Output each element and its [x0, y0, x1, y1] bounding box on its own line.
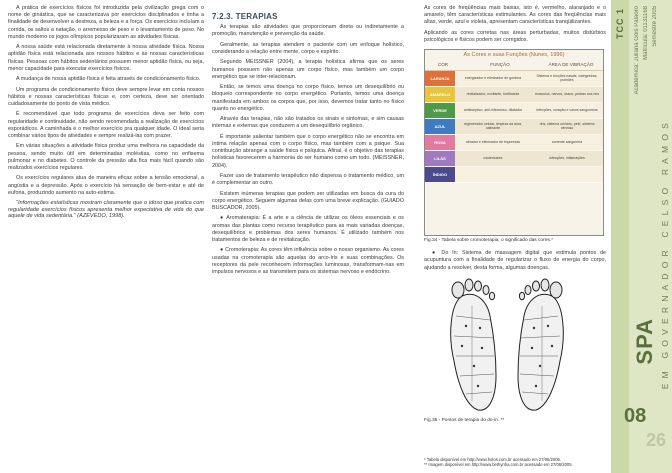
- paragraph: As terapias são atividades que proporcionam direta ou indiretamente a promoção, manutenção e prevenção da saúde.: [212, 24, 404, 38]
- text-column-3: [424, 5, 606, 430]
- color-name: VERDE: [425, 103, 455, 118]
- color-table-row: [425, 87, 603, 103]
- header-area: ÁREA DE VIBRAÇÃO: [548, 62, 594, 68]
- color-function: antisséptico, anti-infeccioso, dilatador: [463, 108, 523, 112]
- color-table-row: [425, 151, 603, 167]
- student-id: Matrícula: 01131168: [643, 6, 649, 60]
- color-function: revitalizador, excitante, fortificante: [466, 92, 520, 96]
- color-function: cauterizador: [483, 156, 503, 160]
- paragraph: Então, se temos uma doença no corpo físico, temos um desequilíbrio ou bloqueio correspondente no corpo energético. Portanto, temos uma doença manifestada em ambos os corpos que, por isso, devemos tratar tanto no físico quanto no energético.: [212, 84, 404, 112]
- figure-caption: Fig.34 - Tabela sobre cromoterapia, o significado das cores.*: [424, 238, 553, 244]
- color-table-row: [425, 167, 603, 183]
- color-area: musculos, nervos, ossos, pedras nos rins: [534, 92, 600, 96]
- color-name: AMARELO: [425, 87, 455, 102]
- paragraph: A prática de exercícios físicos foi introduzida pela civilização grega com o nome de ginástica, que se caracterizava por exercícios disciplinados e tinha a finalidade de desenvolver a destreza, a beleza e a força. Os exercícios incluíam a corrida, os saltos a natação, o arremesso de peso e o levantamento de peso. No mundo moderno os jogos olímpicos popularizaram as atividades físicas.: [8, 5, 204, 40]
- color-table-title: As Cores e suas Funções (Nunes, 1996): [463, 52, 565, 59]
- color-table-figure: [424, 49, 604, 236]
- paragraph: É importante salientar também que o corpo energético não se encontra em íntima relação apenas com o corpo físico, mas também com a psique. Sua contribuição abrange a saúde física e psíquica. Afinal, é o objetivo das terapias holísticas favorecerem a harmonia do ser humano como um todo. (MEISSNER, 2004).: [212, 133, 404, 169]
- color-table-rows: [425, 71, 603, 183]
- color-area: infecções, inflamações: [549, 156, 585, 160]
- student-name: Acadêmica: Juliana Góis Palaoro: [634, 6, 640, 95]
- paragraph: As cores de freqüências mais baixas, isto é, vermelho, alaranjado e o amarelo, têm características estimulantes. As cores das freqüências mais altas, verde, azul e violeta, apresentam características tranqüilizantes.: [424, 5, 606, 26]
- color-table-row: [425, 119, 603, 135]
- sidebar-strip: [611, 0, 629, 473]
- paragraph: Através das terapias, não são tratados os sinais e sintomas, e sim causas internas e externas que conduzem a um desequilíbrio orgânico.: [212, 116, 404, 130]
- project-subtitle: EM GOVERNADOR CELSO RAMOS: [660, 118, 670, 390]
- paragraph: Um programa de condicionamento físico deve sempre levar em conta nossos hábitos e nossas características físicas e, com certeza, deve ser orientado cuidadosamente do ponto de vista médico.: [8, 86, 204, 107]
- header-function: FUNÇÃO: [490, 62, 510, 68]
- text-column-1: [8, 5, 204, 223]
- color-table-row: [425, 135, 603, 151]
- paragraph: Geralmente, as terapias atendem o paciente com um enfoque holístico, considerando a relação entre mente, corpo e espírito.: [212, 41, 404, 55]
- paragraph: Os exercícios regulares atua de maneira eficaz sobre a tensão emocional, a angústia e a depressão. Após o exercício há sensação de bem-estar e até de euforia, produzindo aumento na auto-estima.: [8, 175, 204, 196]
- paragraph: A mudança de nossa aptidão física é feita através de condicionamento físico.: [16, 76, 201, 83]
- color-table-header: [425, 60, 603, 70]
- color-name: AZUL: [425, 119, 455, 134]
- course-label: TCC 1: [615, 8, 625, 40]
- color-function: regenerador celular, limpeza da aura, calmante: [464, 121, 522, 131]
- section-title: 7.2.3. TERAPIAS: [212, 12, 278, 21]
- paragraph: Existem inúmeras terapias que podem ser utilizadas em busca da cura do corpo energético. Seguem algumas delas com uma breve explicação. (GUIADO BUSCADOR, 2005).: [212, 190, 404, 211]
- color-function: energizador e eliminador de gordura: [464, 76, 522, 80]
- color-table-row: [425, 71, 603, 87]
- color-name: LILÁS: [425, 151, 455, 166]
- color-area: corrente sanguínea: [551, 140, 583, 144]
- paragraph: É recomendável que todo programa de exercícios deva ser feito com regularidade e continuidade, não sendo recomendada a realização de exercícios esporádicos. A caminhada é o melhor exercício pra qualquer idade. O ideal seria combinar vários tipos de atividades e sempre realizá-las com prazer.: [8, 111, 204, 139]
- paragraph: A nossa saúde está relacionada diretamente à nossa atividade física. Nossa aptidão física está relacionada aos nossos hábitos e às nossas características físicas. Pessoas com hábitos sedentários possuem menor aptidão física, ou seja, menor capacidade para executar exercícios físicos.: [8, 44, 204, 72]
- header-color: COR: [437, 62, 449, 68]
- footnote: * Tabela disponível em http://www.holos.com.br acessado em 27/06/2005.: [424, 457, 562, 462]
- paragraph: Fazer uso de tratamento terapêutico não dispensa o tratamento médico, um é complementar ao outro.: [212, 172, 404, 187]
- color-area: Sistema e funções nasais, ostegeeiras, pulmões: [536, 73, 598, 83]
- footnotes: [424, 457, 624, 467]
- semester: Semestre 2005: [652, 6, 658, 47]
- color-function: abrador e eliminador de impurezas: [465, 140, 521, 144]
- bullet-aromaterapia: ● Aromaterapia: É a arte e a ciência de utilizar os óleos essenciais e os aromas das plantas como recurso terapêutico para as mais variadas doenças, desequilíbrios e problemas dos seres humanos. É utilizado também nos tratamentos de beleza e de revitalização.: [212, 215, 404, 243]
- paragraph: Aplicando as cores corretas nas áreas perturbadas, muitos distúrbios psicológicos e físicos podem ser corrigidos.: [424, 29, 606, 43]
- color-table-row: [425, 103, 603, 119]
- paragraph: Segundo MEISSNER (2004), a terapia holística afirma que os seres humanos possuem não apenas um corpo físico, mas também um corpo energético que se inter-relacionam.: [212, 59, 404, 80]
- quote: "Informações estatísticas mostram claramente que o idoso que pratica com regularidade exercícios físicos apresenta melhor expectativa de vida do que aquele de vida sedentária." (AZEVEDO, 1998).: [8, 200, 204, 220]
- paragraph: Em várias situações a atividade física produz uma melhora na capacidade da pessoa, sendo muito útil em determinadas moléstias, como no enfisema pulmonar e no diabetes. O controle da pressão alta fica mais fácil quando são realizados exercícios regulares.: [8, 143, 204, 171]
- text-column-2: [212, 5, 404, 279]
- project-title: SPA: [632, 318, 657, 365]
- color-name: ÍNDIGO: [425, 167, 455, 182]
- color-area: infecções, coração e vasos sanguíneos: [536, 108, 598, 112]
- feet-diagram: [432, 276, 582, 416]
- color-name: ROSA: [425, 135, 455, 150]
- color-name: LARANJA: [425, 71, 455, 86]
- page-total: 26: [646, 430, 667, 450]
- bullet-cromoterapia: ● Cromoterapia: As cores têm influência sobre o nosso organismo. As cores usadas na cromoterapia são aquelas do arco-íris e suas combinações. Os receptores da pele reconhecem informações luminosas, transformam-nas em impulsos nervosos e as transmitem para os sistemas nervoso e endócrino.: [212, 247, 404, 275]
- footnote: ** Imagem disponível em http://www.bethynha.com.br acessado em 27/06/2005.: [424, 462, 573, 468]
- page-number: 08: [624, 405, 647, 427]
- bullet-do-in: ● Do In: Sistema de massagem digital que estimula pontos de acupuntura com a finalidade de regularizar o fluxo de energia do corpo, ajudando a resolver, desta forma, algumas doenças.: [424, 250, 606, 271]
- figure-caption: Fig.35 - Pontos de terapia do do-in. **: [424, 417, 505, 423]
- foot-reflexology-figure: [432, 276, 582, 416]
- color-area: rins, sistema urinário, pele, sistema nervoso: [539, 121, 595, 131]
